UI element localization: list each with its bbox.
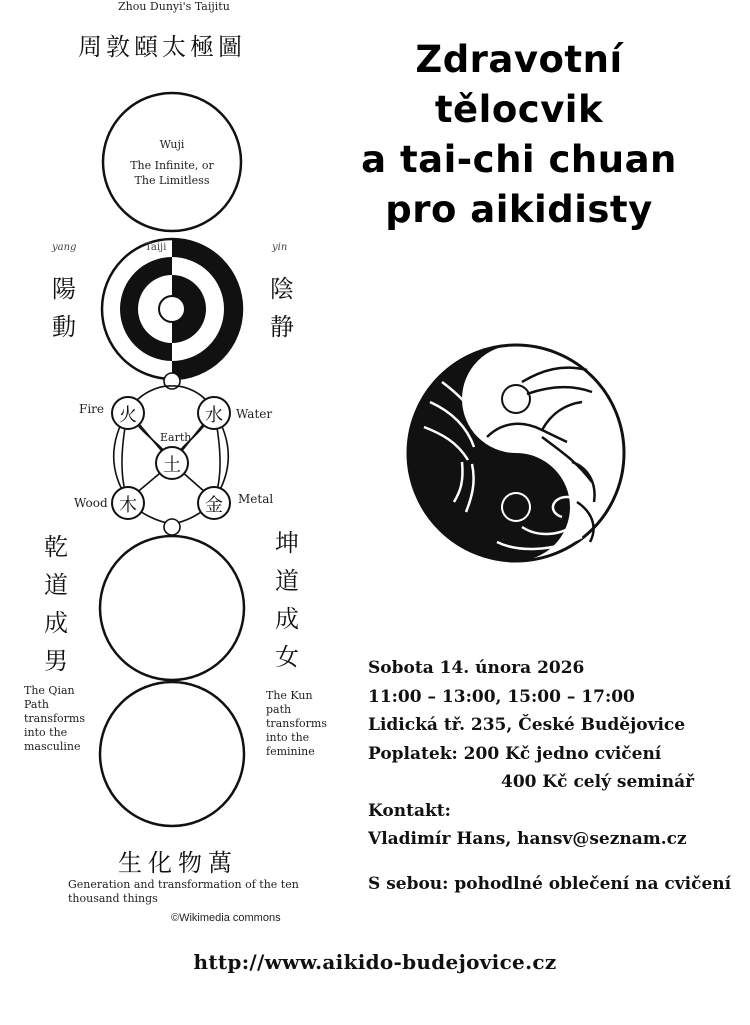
event-info [368, 654, 738, 898]
contact-label: Kontakt: [368, 800, 451, 821]
wood-label: Wood [74, 496, 108, 510]
metal-label: Metal [238, 492, 274, 506]
image-credit: ©Wikimedia commons [171, 912, 281, 924]
taiji-label: Taiji [145, 242, 167, 253]
fire-label: Fire [79, 402, 105, 416]
qian-caption-line: The Qian [24, 684, 75, 697]
kun-caption [266, 689, 346, 759]
wuji-desc-line1: The Infinite, or [130, 159, 214, 172]
yang-char-2: 動 [52, 313, 76, 341]
metal-char: 金 [205, 495, 223, 516]
qian-caption-line: into the [24, 726, 68, 739]
qian-caption-line: transforms [24, 712, 85, 725]
qian-char-3: 成 [44, 609, 68, 637]
event-fee-line1: Poplatek: 200 Kč jedno cvičení [368, 743, 662, 764]
title-line-1: Zdravotní [415, 38, 623, 81]
generation-caption [68, 878, 328, 906]
wuji-label: Wuji [159, 138, 185, 151]
event-address: Lidická tř. 235, České Budějovice [368, 715, 686, 735]
qian-caption-line: Path [24, 698, 49, 711]
qian-char-4: 男 [44, 647, 68, 675]
qian-caption-line: masculine [24, 740, 81, 753]
wood-char: 木 [119, 495, 137, 516]
event-fee-line2: 400 Kč celý seminář [501, 772, 695, 792]
title-line-4: pro aikidisty [385, 188, 653, 231]
taiji-circle [102, 239, 242, 379]
earth-char: 土 [163, 455, 181, 476]
yang-label: yang [52, 242, 77, 253]
water-char: 水 [205, 405, 223, 426]
kun-caption-line: transforms [266, 717, 327, 730]
kun-char-2: 道 [275, 567, 299, 595]
water-label: Water [236, 407, 273, 421]
poster-title [334, 35, 704, 235]
event-time: 11:00 – 13:00, 15:00 – 17:00 [368, 686, 635, 707]
kun-char-4: 女 [275, 643, 299, 671]
kun-caption-line: The Kun [266, 689, 313, 702]
qian-kun-circle [100, 536, 244, 680]
kun-char-3: 成 [275, 605, 299, 633]
generation-chars: 生化物萬 [118, 849, 238, 877]
diagram-chinese-title: 周敦頤太極圖 [78, 33, 246, 61]
wuji-desc-line2: The Limitless [134, 174, 210, 187]
generation-caption-line: Generation and transformation of the ten [68, 878, 299, 891]
title-line-2: tělocvik [434, 88, 604, 131]
yin-char-1: 陰 [270, 275, 294, 303]
kun-caption-line: path [266, 703, 292, 716]
yin-yang-crane-snake-icon [402, 342, 630, 564]
generation-circle [100, 682, 244, 826]
kun-caption-line: into the [266, 731, 310, 744]
diagram-source-title: Zhou Dunyi's Taijitu [118, 0, 230, 13]
website-link[interactable]: http://www.aikido-budejovice.cz [193, 950, 557, 974]
kun-caption-line: feminine [266, 745, 315, 758]
generation-caption-line: thousand things [68, 892, 158, 905]
yang-char-1: 陽 [52, 275, 76, 303]
kun-char-1: 坤 [275, 529, 299, 557]
qian-char-2: 道 [44, 571, 68, 599]
fire-char: 火 [119, 405, 137, 426]
contact-details[interactable]: Vladimír Hans, hansv@seznam.cz [368, 829, 687, 849]
title-line-3: a tai-chi chuan [361, 138, 677, 181]
bring-with-you: S sebou: pohodlné oblečení na cvičení [368, 873, 732, 894]
yin-label: yin [272, 242, 288, 253]
yin-char-2: 静 [270, 313, 294, 341]
qian-char-1: 乾 [44, 533, 68, 561]
earth-label: Earth [160, 431, 192, 444]
event-date: Sobota 14. února 2026 [368, 658, 585, 678]
qian-caption [24, 684, 104, 754]
